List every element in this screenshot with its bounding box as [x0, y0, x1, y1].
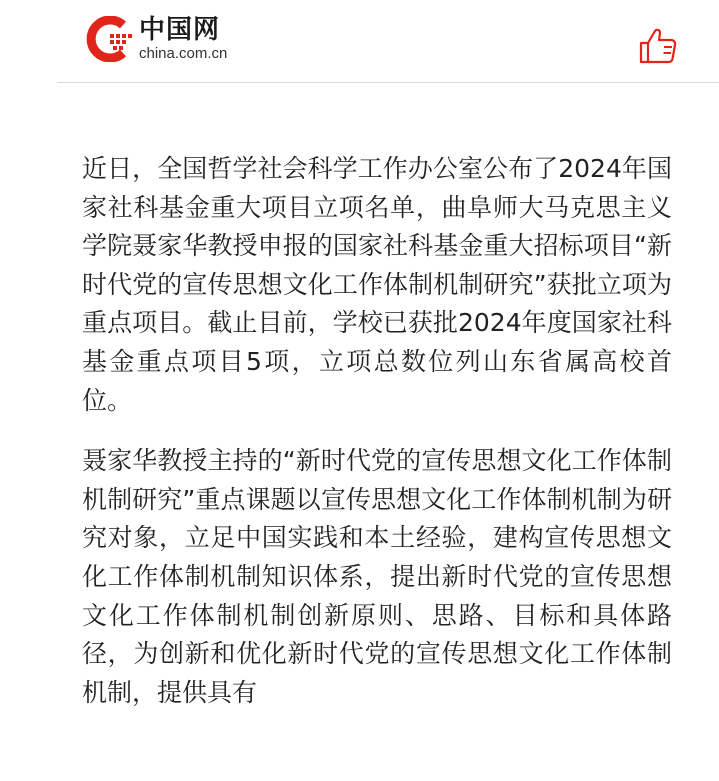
- site-header: [0, 0, 719, 83]
- article-paragraph: 近日，全国哲学社会科学工作办公室公布了2024年国家社科基金重大项目立项名单，曲阜师大马克思主义学院聂家华教授申报的国家社科基金重大招标项目“新时代党的宣传思想文化工作体制机制研究”获批立项为重点项目。截止目前，学校已获批2024年度国家社科基金重点项目5项，立项总数位列山东省属高校首位。: [82, 154, 672, 415]
- logo-name: 中国网: [139, 15, 221, 45]
- article-paragraph: 聂家华教授主持的“新时代党的宣传思想文化工作体制机制研究”重点课题以宣传思想文化工作体制机制为研究对象，立足中国实践和本土经验，建构宣传思想文化工作体制机制知识体系，提出新时代党的宣传思想文化工作体制机制创新原则、思路、目标和具体路径，为创新和优化新时代党的宣传思想文化工作体制机制，提供具有: [82, 446, 672, 707]
- site-logo[interactable]: [83, 14, 243, 64]
- thumbs-up-icon: [638, 27, 678, 65]
- header-divider: [57, 82, 719, 83]
- logo-domain: china.com.cn: [139, 45, 228, 62]
- china-com-cn-logo-icon: [83, 16, 133, 62]
- article-body: [82, 150, 672, 734]
- like-button[interactable]: [638, 27, 678, 65]
